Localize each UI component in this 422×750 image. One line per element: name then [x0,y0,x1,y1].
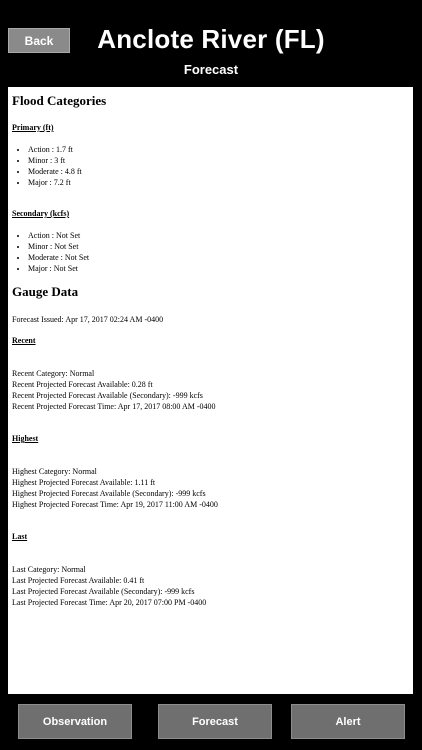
last-line: Last Projected Forecast Available (Secondary): -999 kcfs [12,587,195,596]
list-item: • Moderate : 4.8 ft [28,166,409,177]
recent-line: Recent Projected Forecast Time: Apr 17, 2017 08:00 AM -0400 [12,402,216,411]
last-line: Last Projected Forecast Time: Apr 20, 2017 07:00 PM -0400 [12,598,207,607]
tab-forecast[interactable]: Forecast [158,704,272,739]
tab-observation[interactable]: Observation [18,704,132,739]
last-line: Last Projected Forecast Available: 0.41 ft [12,576,145,585]
page-subtitle: Forecast [183,62,239,77]
highest-heading: Highest [12,434,39,443]
recent-line: Recent Projected Forecast Available (Secondary): -999 kcfs [12,391,203,400]
list-item: • Minor : 3 ft [28,155,409,166]
highest-line: Highest Projected Forecast Time: Apr 19, 2017 11:00 AM -0400 [12,500,218,509]
last-heading: Last [12,532,28,541]
last-line: Last Category: Normal [12,565,86,574]
primary-heading: Primary (ft) [12,123,54,132]
list-item: • Major : Not Set [28,263,409,274]
page-title: Anclote River (FL) [97,24,325,54]
recent-line: Recent Category: Normal [12,369,95,378]
recent-heading: Recent [12,336,36,345]
list-item: • Moderate : Not Set [28,252,409,263]
tab-alert[interactable]: Alert [291,704,405,739]
secondary-list [12,230,409,274]
back-button[interactable]: Back [8,28,70,53]
secondary-heading: Secondary (kcfs) [12,209,70,218]
primary-list [12,144,409,188]
forecast-issued: Forecast Issued: Apr 17, 2017 02:24 AM -0400 [12,315,164,324]
gauge-data-heading: Gauge Data [12,284,79,299]
list-item: • Action : Not Set [28,230,409,241]
recent-line: Recent Projected Forecast Available: 0.28 ft [12,380,153,389]
highest-line: Highest Projected Forecast Available: 1.11 ft [12,478,156,487]
highest-line: Highest Projected Forecast Available (Secondary): -999 kcfs [12,489,206,498]
flood-categories-heading: Flood Categories [12,93,107,108]
forecast-content[interactable] [8,87,413,694]
list-item: • Major : 7.2 ft [28,177,409,188]
list-item: • Action : 1.7 ft [28,144,409,155]
list-item: • Minor : Not Set [28,241,409,252]
highest-line: Highest Category: Normal [12,467,97,476]
